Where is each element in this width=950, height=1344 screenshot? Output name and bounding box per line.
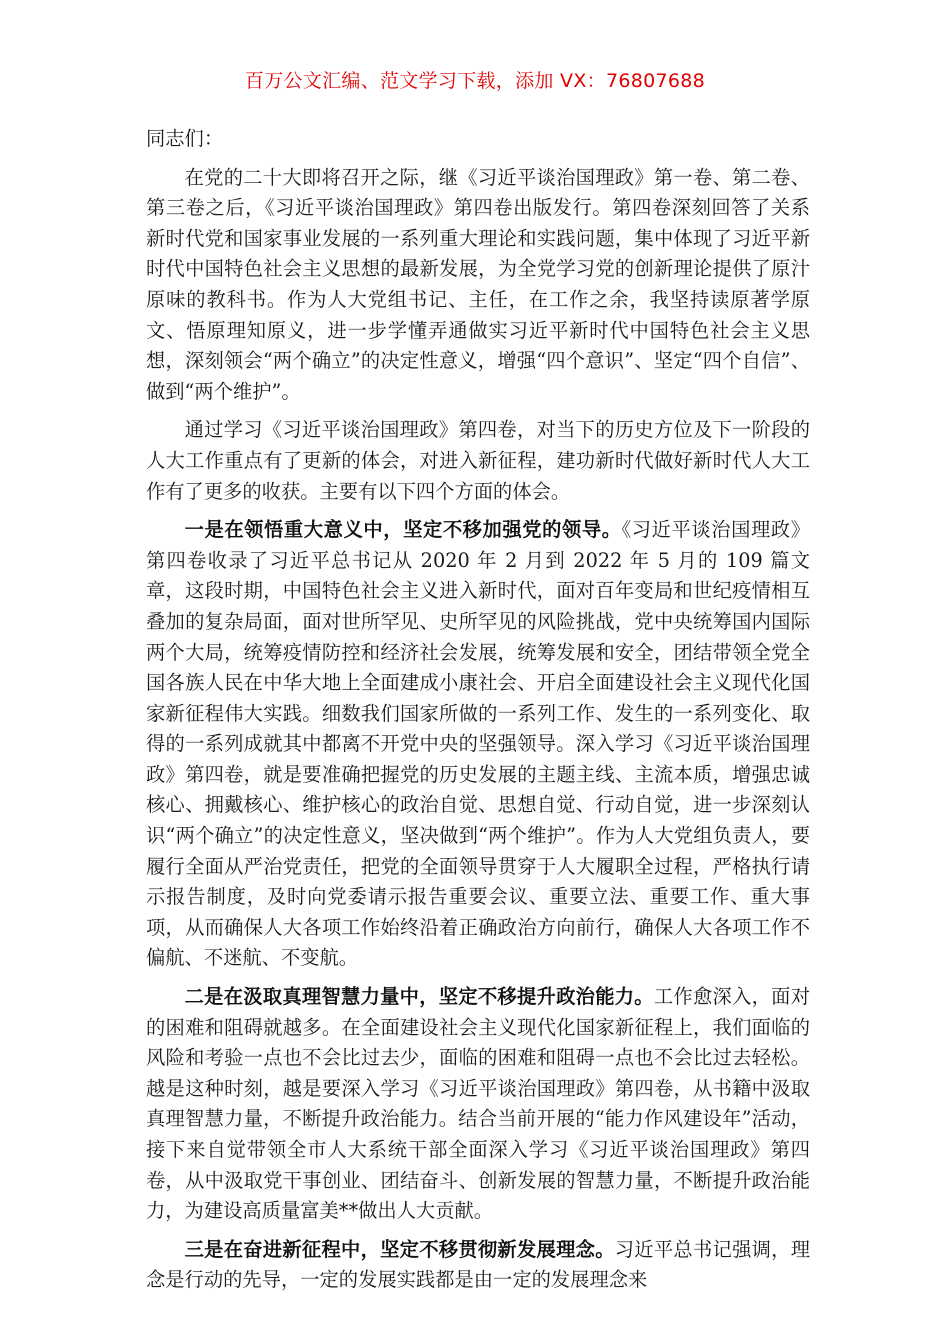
paragraph-text: 《习近平谈治国理政》第四卷收录了习近平总书记从 2020 年 2 月到 2022 年 5 月的 109 篇文章，这段时期，中国特色社会主义进入新时代，面对百年变局和世纪疫情相互叠加的复杂局面，面对世所罕见、史所罕见的风险挑战，党中央统筹国内国际两个大局，统筹疫情防控和经济社会发展，统筹发展和安全，团结带领全党全国各族人民在中华大地上全面建成小康社会、开启全面建设社会主义现代化国家新征程伟大实践。细数我们国家所做的一系列工作、发生的一系列变化、取得的一系列成就其中都离不开党中央的坚强领导。深入学习《习近平谈治国理政》第四卷，就是要准确把握党的历史发展的主题主线、主流本质，增强忠诚核心、拥戴核心、维护核心的政治自觉、思想自觉、行动自觉，进一步深刻认识“两个确立”的决定性意义，坚决做到“两个维护”。作为人大党组负责人，要履行全面从严治党责任，把党的全面领导贯穿于人大履职全过程，严格执行请示报告制度，及时向党委请示报告重要会议、重要立法、重要工作、重大事项，从而确保人大各项工作始终沿着正确政治方向前行，确保人大各项工作不偏航、不迷航、不变航。 bbox=[146, 518, 810, 970]
paragraph-text: 在党的二十大即将召开之际，继《习近平谈治国理政》第一卷、第二卷、第三卷之后，《习近平谈治国理政》第四卷出版发行。第四卷深刻回答了关系新时代党和国家事业发展的一系列重大理论和实践问题，集中体现了习近平新时代中国特色社会主义思想的最新发展，为全党学习党的创新理论提供了原汁原味的教科书。作为人大党组书记、主任，在工作之余，我坚持读原著学原文、悟原理知原义，进一步学懂弄通做实习近平新时代中国特色社会主义思想，深刻领会“两个确立”的决定性意义，增强“四个意识”、坚定“四个自信”、做到“两个维护”。 bbox=[146, 165, 810, 403]
paragraph-text: 通过学习《习近平谈治国理政》第四卷，对当下的历史方位及下一阶段的人大工作重点有了更新的体会，对进入新征程，建功新时代做好新时代人大工作有了更多的收获。主要有以下四个方面的体会。 bbox=[146, 418, 810, 503]
salutation: 同志们： bbox=[146, 127, 224, 150]
paragraph-lead: 一是在领悟重大意义中，坚定不移加强党的领导。 bbox=[184, 518, 622, 542]
paragraph-intro bbox=[146, 163, 810, 408]
paragraph-overview bbox=[146, 415, 810, 507]
paragraph-lead: 三是在奋进新征程中，坚定不移贯彻新发展理念。 bbox=[184, 1237, 615, 1261]
document-body bbox=[146, 124, 810, 1304]
paragraph-point-three bbox=[146, 1235, 810, 1296]
paragraph-point-two bbox=[146, 982, 810, 1227]
paragraph-lead: 二是在汲取真理智慧力量中，坚定不移提升政治能力。 bbox=[184, 985, 654, 1009]
paragraph-text: 习近平总书记强调，理念是行动的先导，一定的发展实践都是由一定的发展理念来 bbox=[146, 1237, 811, 1292]
header-banner: 百万公文汇编、范文学习下载，添加 VX：76807688 bbox=[244, 70, 706, 92]
paragraph-point-one bbox=[146, 515, 810, 974]
paragraph-text: 工作愈深入，面对的困难和阻碍就越多。在全面建设社会主义现代化国家新征程上，我们面临的风险和考验一点也不会比过去少，面临的困难和阻碍一点也不会比过去轻松。越是这种时刻，越是要深入学习《习近平谈治国理政》第四卷，从书籍中汲取真理智慧力量，不断提升政治能力。结合当前开展的“能力作风建设年”活动，接下来自觉带领全市人大系统干部全面深入学习《习近平谈治国理政》第四卷，从中汲取党干事创业、团结奋斗、创新发展的智慧力量，不断提升政治能力，为建设高质量富美**做出人大贡献。 bbox=[146, 985, 811, 1223]
